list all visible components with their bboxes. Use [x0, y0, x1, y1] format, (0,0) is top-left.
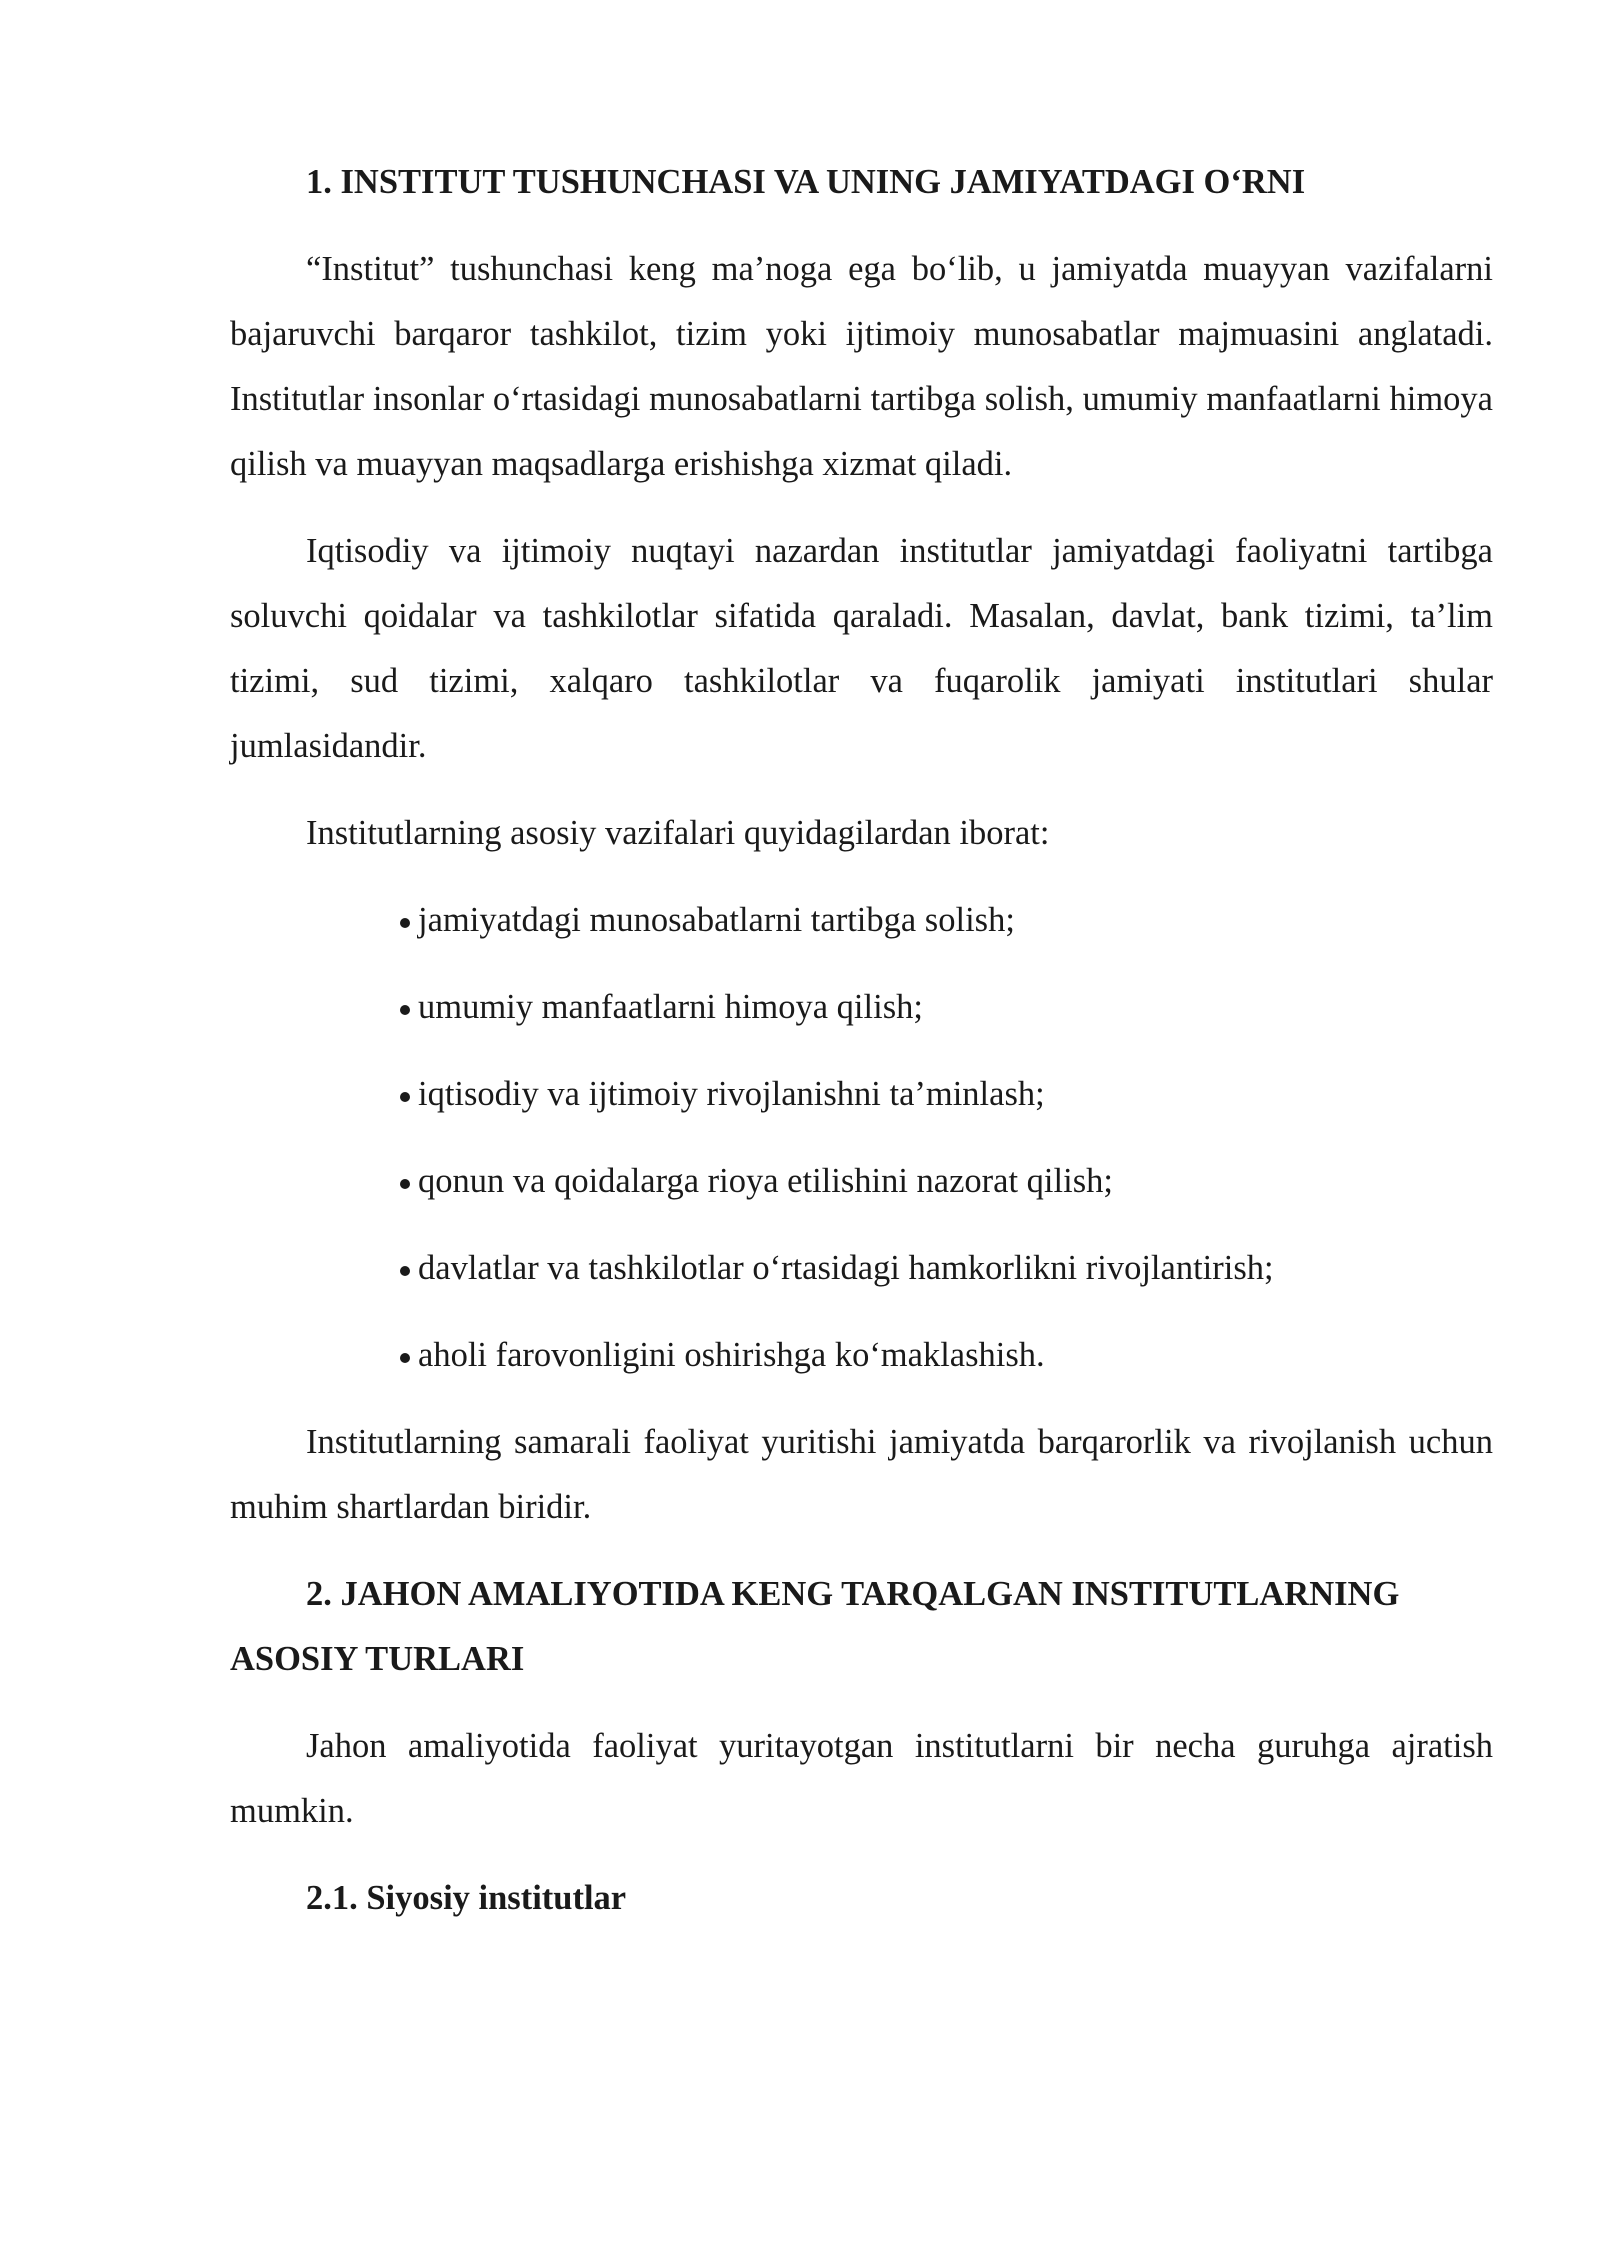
paragraph-section-2-intro: Jahon amaliyotida faoliyat yuritayotgan institutlarni bir necha guruhga ajratish mumkin.: [230, 1727, 1493, 1830]
functions-list: [230, 888, 1493, 1388]
subsection-2-1-heading: 2.1. Siyosiy institutlar: [306, 1879, 627, 1917]
list-item: [230, 1323, 1493, 1388]
paragraph-economic-view: Iqtisodiy va ijtimoiy nuqtayi nazardan institutlar jamiyatdagi faoliyatni tartibga soluvchi qoidalar va tashkilotlar sifatida qaraladi. Masalan, davlat, bank tizimi, ta’lim tizimi, sud tizimi, xalqaro tashkilotlar va fuqarolik jamiyati institutlari shular jumlasidandir.: [230, 532, 1493, 765]
list-item: [230, 1149, 1493, 1214]
paragraph-closing: Institutlarning samarali faoliyat yuritishi jamiyatda barqarorlik va rivojlanish uchun muhim shartlardan biridir.: [230, 1423, 1493, 1526]
section-1-heading: 1. INSTITUT TUSHUNCHASI VA UNING JAMIYATDAGI O‘RNI: [306, 163, 1306, 201]
list-item: [230, 1236, 1493, 1301]
list-item: [230, 975, 1493, 1040]
list-item-text: jamiyatdagi munosabatlarni tartibga solish;: [418, 901, 1015, 939]
list-item-text: umumiy manfaatlarni himoya qilish;: [418, 988, 923, 1026]
bullet-icon: [400, 1179, 410, 1189]
paragraph-functions-intro: Institutlarning asosiy vazifalari quyidagilardan iborat:: [306, 814, 1050, 852]
bullet-icon: [400, 918, 410, 928]
section-2-heading: 2. JAHON AMALIYOTIDA KENG TARQALGAN INSTITUTLARNING ASOSIY TURLARI: [230, 1575, 1400, 1678]
list-item-text: aholi farovonligini oshirishga ko‘maklashish.: [418, 1336, 1045, 1374]
document-page: [230, 150, 1493, 1953]
paragraph-institut-definition: “Institut” tushunchasi keng ma’noga ega bo‘lib, u jamiyatda muayyan vazifalarni bajaruvchi barqaror tashkilot, tizim yoki ijtimoiy munosabatlar majmuasini anglatadi. Institutlar insonlar o‘rtasidagi munosabatlarni tartibga solish, umumiy manfaatlarni himoya qilish va muayyan maqsadlarga erishishga xizmat qiladi.: [230, 250, 1493, 483]
list-item-text: iqtisodiy va ijtimoiy rivojlanishni ta’minlash;: [418, 1075, 1045, 1113]
list-item: [230, 1062, 1493, 1127]
bullet-icon: [400, 1005, 410, 1015]
list-item-text: davlatlar va tashkilotlar o‘rtasidagi hamkorlikni rivojlantirish;: [418, 1249, 1274, 1287]
bullet-icon: [400, 1266, 410, 1276]
bullet-icon: [400, 1353, 410, 1363]
bullet-icon: [400, 1092, 410, 1102]
list-item: [230, 888, 1493, 953]
list-item-text: qonun va qoidalarga rioya etilishini nazorat qilish;: [418, 1162, 1113, 1200]
